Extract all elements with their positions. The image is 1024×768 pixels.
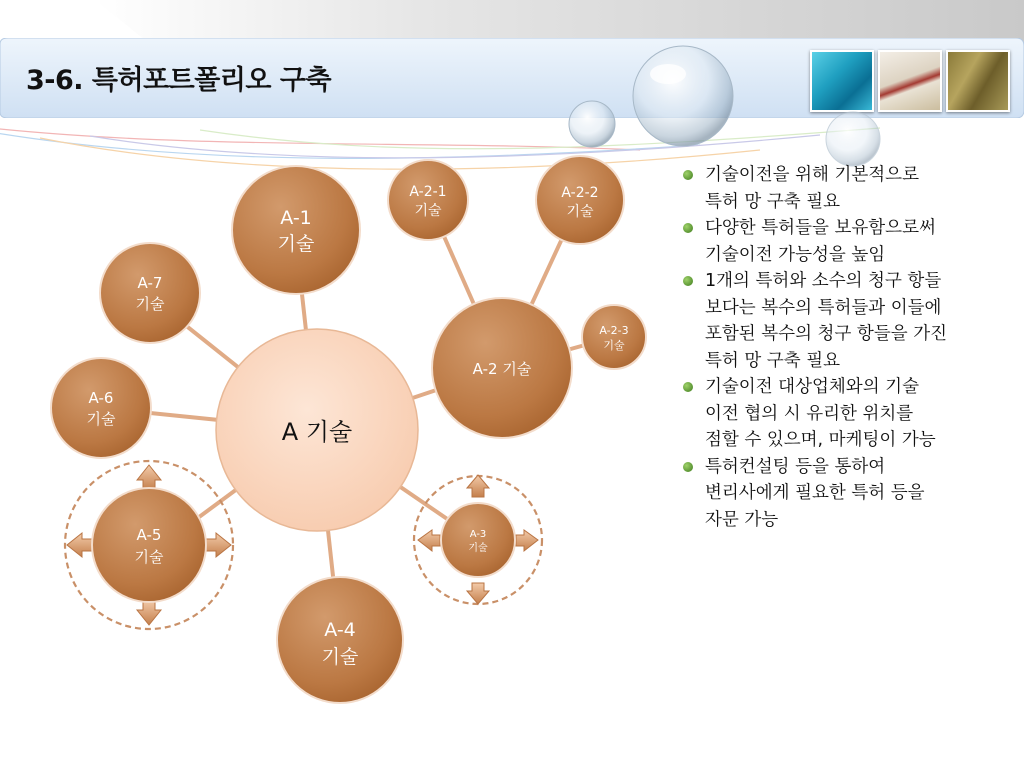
- node-a3-line2: 기술: [468, 543, 488, 554]
- node-a22-line2: 기술: [566, 204, 594, 220]
- center-node-label: A 기술: [281, 418, 353, 446]
- node-a21: [388, 160, 468, 240]
- bullet-item: [683, 454, 1013, 534]
- bullet-item: [683, 162, 1013, 215]
- bullet-line: 특허컨설팅 등을 통하여: [705, 456, 886, 477]
- bullet-dot-icon: [683, 276, 693, 286]
- a5-down-arrow-icon: [137, 600, 161, 625]
- bullet-dot-icon: [683, 382, 693, 392]
- node-a23-line2: 기술: [603, 339, 625, 352]
- a3-up-arrow-icon: [467, 475, 489, 497]
- node-a1: [232, 166, 360, 294]
- node-a6-line2: 기술: [86, 410, 116, 428]
- node-a23: [582, 305, 646, 369]
- node-a7-line2: 기술: [135, 295, 165, 313]
- node-a2: [432, 298, 572, 438]
- node-a5-line2: 기술: [134, 548, 164, 566]
- node-a4-line2: 기술: [321, 646, 359, 668]
- bullet-line: 자문 가능: [705, 509, 779, 530]
- a5-up-arrow-icon: [137, 465, 161, 490]
- node-a21-line1: A-2-1: [409, 184, 447, 200]
- node-a5-line1: A-5: [136, 526, 162, 544]
- node-center: [216, 329, 418, 531]
- node-a6-line1: A-6: [88, 389, 114, 407]
- a5-left-arrow-icon: [67, 533, 92, 557]
- node-a6: [51, 358, 151, 458]
- node-a4: [277, 577, 403, 703]
- a3-down-arrow-icon: [467, 583, 489, 604]
- bullet-line: 기술이전 대상업체와의 기술: [705, 377, 919, 397]
- node-a7-line1: A-7: [137, 274, 163, 292]
- node-a4-line1: A-4: [324, 619, 356, 641]
- bullet-line: 1개의 특허와 소수의 청구 항들: [705, 271, 942, 291]
- slide-title: 3-6. 특허포트폴리오 구축: [26, 65, 332, 96]
- a5-right-arrow-icon: [206, 533, 231, 557]
- bullet-line: 특허 망 구축 필요: [705, 191, 841, 212]
- bullet-dot-icon: [683, 170, 693, 180]
- bullet-line: 점할 수 있으며, 마케팅이 가능: [705, 430, 936, 450]
- bullet-dot-icon: [683, 223, 693, 233]
- node-a3-line1: A-3: [469, 529, 487, 540]
- bullet-line: 포함된 복수의 청구 항들을 가진: [705, 324, 948, 344]
- bullet-line: 특허 망 구축 필요: [705, 350, 841, 371]
- bullet-line: 이전 협의 시 유리한 위치를: [705, 403, 914, 424]
- node-a21-line2: 기술: [414, 203, 442, 219]
- node-a22: [536, 156, 624, 244]
- node-a1-line1: A-1: [280, 207, 312, 229]
- bullet-item: [683, 374, 1013, 454]
- a3-right-arrow-icon: [516, 530, 538, 551]
- bullet-list: [683, 162, 1013, 533]
- bullet-line: 보다는 복수의 특허들과 이들에: [705, 297, 942, 318]
- a3-left-arrow-icon: [418, 530, 440, 551]
- node-a3: [441, 503, 515, 577]
- bullet-line: 기술이전 가능성을 높임: [705, 244, 886, 265]
- bullet-line: 변리사에게 필요한 특허 등을: [705, 483, 925, 503]
- node-a5: [92, 488, 206, 602]
- bullet-dot-icon: [683, 462, 693, 472]
- node-a2-label: A-2 기술: [472, 360, 532, 378]
- node-a7: [100, 243, 200, 343]
- bullet-line: 기술이전을 위해 기본적으로: [705, 165, 919, 185]
- node-a1-line2: 기술: [277, 233, 315, 255]
- node-a22-line1: A-2-2: [561, 185, 599, 201]
- bullet-line: 다양한 특허들을 보유함으로써: [705, 218, 936, 238]
- bullet-item: [683, 268, 1013, 374]
- node-a23-line1: A-2-3: [599, 324, 629, 337]
- bullet-item: [683, 215, 1013, 268]
